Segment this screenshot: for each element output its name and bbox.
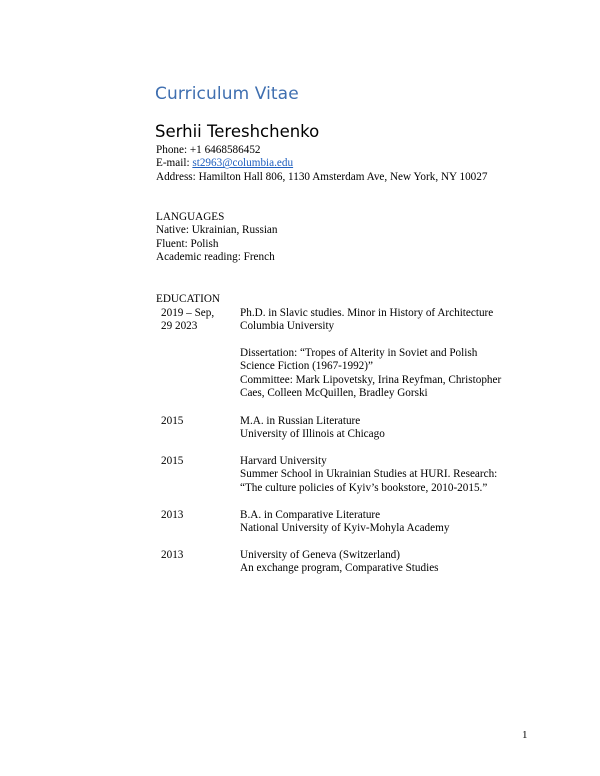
phone-line: Phone: +1 6468586452 bbox=[156, 144, 261, 156]
education-description bbox=[240, 307, 530, 334]
address-line: Address: Hamilton Hall 806, 1130 Amsterdam Ave, New York, NY 10027 bbox=[156, 170, 488, 183]
languages-section bbox=[156, 211, 277, 265]
institution-line: National University of Kyiv-Mohyla Academy bbox=[240, 522, 450, 535]
program-line: An exchange program, Comparative Studies bbox=[240, 562, 439, 575]
contact-block bbox=[156, 144, 487, 184]
institution-line: Columbia University bbox=[240, 320, 335, 333]
dissertation-block bbox=[240, 347, 530, 401]
language-fluent: Fluent: Polish bbox=[156, 237, 219, 250]
email-label: E-mail: bbox=[156, 157, 193, 170]
document-title: Curriculum Vitae bbox=[155, 84, 299, 104]
research-line: “The culture policies of Kyiv’s bookstore, 2010-2015.” bbox=[240, 481, 488, 494]
education-date bbox=[161, 307, 236, 334]
institution-line: University of Illinois at Chicago bbox=[240, 428, 385, 441]
education-heading-wrap bbox=[156, 293, 220, 306]
dissertation-line: Dissertation: “Tropes of Alterity in Soviet and Polish bbox=[240, 347, 478, 359]
date-line: 2015 bbox=[161, 415, 184, 427]
education-date bbox=[161, 549, 236, 562]
email-line bbox=[156, 157, 487, 170]
date-line: 2019 – Sep, bbox=[161, 307, 215, 319]
dissertation-line: Science Fiction (1967-1992)” bbox=[240, 360, 373, 373]
education-description bbox=[240, 415, 530, 442]
education-description bbox=[240, 509, 530, 536]
language-native: Native: Ukrainian, Russian bbox=[156, 224, 278, 237]
education-date bbox=[161, 415, 236, 428]
date-line: 2015 bbox=[161, 455, 184, 467]
institution-line: Harvard University bbox=[240, 455, 327, 467]
education-description bbox=[240, 549, 530, 576]
committee-line: Committee: Mark Lipovetsky, Irina Reyfman, Christopher bbox=[240, 373, 502, 386]
date-line: 2013 bbox=[161, 549, 184, 561]
education-date bbox=[161, 455, 236, 468]
degree-line: M.A. in Russian Literature bbox=[240, 415, 361, 427]
program-line: Summer School in Ukrainian Studies at HURI. Research: bbox=[240, 468, 498, 481]
education-date bbox=[161, 509, 236, 522]
institution-line: University of Geneva (Switzerland) bbox=[240, 549, 400, 561]
education-heading: EDUCATION bbox=[156, 293, 221, 305]
person-name: Serhii Tereshchenko bbox=[155, 122, 320, 141]
education-description bbox=[240, 455, 530, 495]
page-number: 1 bbox=[522, 729, 528, 741]
committee-line: Caes, Colleen McQuillen, Bradley Gorski bbox=[240, 387, 428, 400]
languages-heading: LANGUAGES bbox=[156, 211, 225, 223]
language-academic: Academic reading: French bbox=[156, 251, 275, 264]
degree-line: B.A. in Comparative Literature bbox=[240, 509, 381, 521]
email-link[interactable]: st2963@columbia.edu bbox=[192, 157, 294, 170]
degree-line: Ph.D. in Slavic studies. Minor in History of Architecture bbox=[240, 307, 494, 319]
date-line: 29 2023 bbox=[161, 320, 198, 333]
date-line: 2013 bbox=[161, 509, 184, 521]
